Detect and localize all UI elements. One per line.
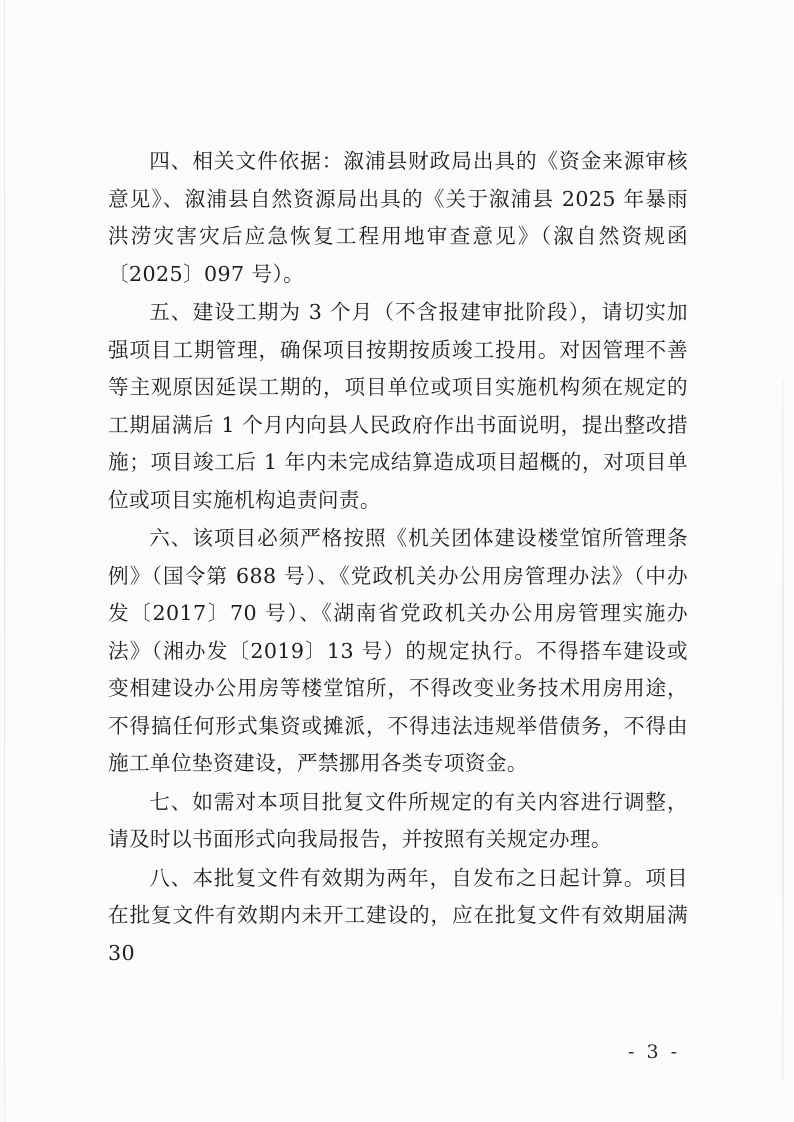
paragraph-7-adjustments: 七、如需对本项目批复文件所规定的有关内容进行调整，请及时以书面形式向我局报告，并按照有关规定办理。 xyxy=(108,789,688,851)
paragraph-6-regulations: 六、该项目必须严格按照《机关团体建设楼堂馆所管理条例》（国令第 688 号）、《党政机关办公用房管理办法》（中办发〔2017〕70 号）、《湖南省党政机关办公用房管理实施办法》（湘办发〔2019〕13 号）的规定执行。不得搭车建设或变相建设办公用房等楼堂馆所，不得改变业务技术用房用途，不得搞任何形式集资或摊派，不得违法违规举借债务，不得由施工单位垫资建设，严禁挪用各类专项资金。 xyxy=(108,526,688,775)
paragraph-4-related-documents: 四、相关文件依据：溆浦县财政局出具的《资金来源审核意见》、溆浦县自然资源局出具的《关于溆浦县 2025 年暴雨洪涝灾害灾后应急恢复工程用地审查意见》（溆自然资规函〔2025〕097 号）。 xyxy=(108,149,688,286)
page-number: - 3 - xyxy=(628,1041,681,1063)
scan-edge-shadow-left xyxy=(4,0,5,1122)
paragraph-8-validity: 八、本批复文件有效期为两年，自发布之日起计算。项目在批复文件有效期内未开工建设的，应在批复文件有效期届满 30 xyxy=(108,865,688,965)
document-body xyxy=(108,143,688,972)
scan-edge-shadow-right xyxy=(782,380,784,1080)
paragraph-5-construction-period: 五、建设工期为 3 个月（不含报建审批阶段），请切实加强项目工期管理，确保项目按期按质竣工投用。对因管理不善等主观原因延误工期的，项目单位或项目实施机构须在规定的工期届满后 1 个月内向县人民政府作出书面说明，提出整改措施；项目竣工后 1 年内未完成结算造成项目超概的，对项目单位或项目实施机构追责问责。 xyxy=(108,300,688,512)
